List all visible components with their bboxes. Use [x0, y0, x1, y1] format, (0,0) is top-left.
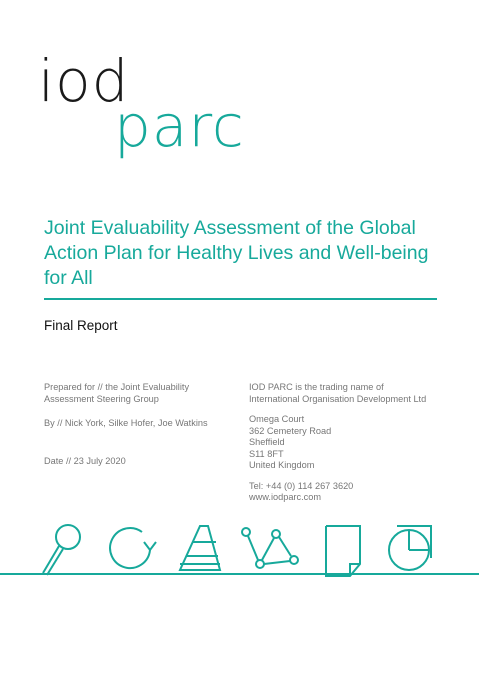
report-title: Joint Evaluability Assessment of the Global Action Plan for Healthy Lives and Well-being for All	[44, 217, 429, 289]
magnifier-icon	[38, 520, 98, 575]
report-details	[44, 382, 224, 467]
report-subtitle: Final Report	[44, 318, 118, 333]
cycle-arrow-icon	[100, 520, 160, 575]
network-icon	[236, 520, 306, 575]
telephone: Tel: +44 (0) 114 267 3620	[249, 480, 354, 491]
trading-name-line1: IOD PARC is the trading name of	[249, 382, 384, 392]
address-line: Sheffield	[249, 437, 285, 447]
document-icon	[318, 520, 378, 580]
logo-word-parc: parc	[114, 92, 245, 160]
trading-name-line2: International Organisation Development Ltd	[249, 393, 427, 404]
iodparc-logo	[38, 47, 248, 162]
address-line: United Kingdom	[249, 460, 315, 470]
address-line: Omega Court	[249, 414, 305, 424]
pyramid-icon	[172, 520, 232, 575]
address-line: 362 Cemetery Road	[249, 425, 332, 436]
address-line: S11 8FT	[249, 448, 284, 459]
report-date: Date // 23 July 2020	[44, 455, 126, 466]
logo-word-iod: iod	[38, 47, 130, 115]
prepared-for-line1: Prepared for // the Joint Evaluability	[44, 382, 190, 392]
pie-chart-icon	[383, 520, 443, 575]
footer-line	[0, 573, 479, 575]
authors: By // Nick York, Silke Hofer, Joe Watkins	[44, 418, 208, 428]
icon-strip	[0, 520, 479, 580]
prepared-for-line2: Assessment Steering Group	[44, 393, 159, 404]
company-details	[249, 382, 449, 504]
website-link[interactable]: www.iodparc.com	[249, 492, 321, 502]
title-divider	[44, 298, 437, 300]
